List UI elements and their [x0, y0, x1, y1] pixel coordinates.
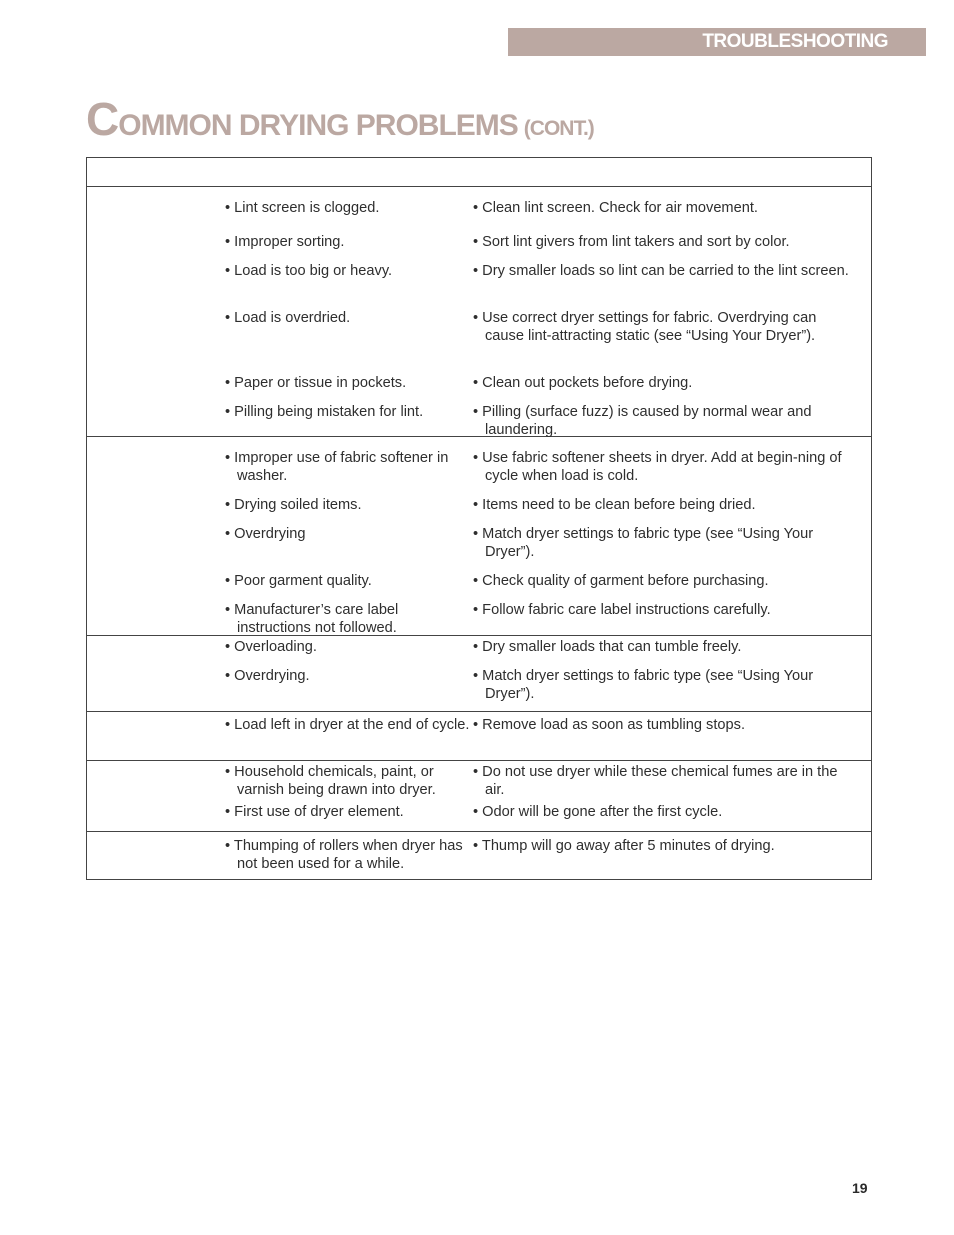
page-title: [86, 93, 594, 145]
problem-group: [87, 712, 871, 761]
solution-text: • Pilling (surface fuzz) is caused by normal wear and laundering.: [473, 404, 812, 438]
section-banner: [508, 28, 926, 56]
cause-text: • Paper or tissue in pockets.: [225, 375, 407, 391]
problem-group: [87, 832, 871, 883]
problem-group: [87, 636, 871, 712]
title-rest: OMMON DRYING PROBLEMS: [118, 109, 518, 142]
cause-text: • Manufacturer’s care label instructions not followed.: [225, 602, 399, 636]
troubleshooting-table: [86, 157, 872, 880]
title-first-letter: C: [86, 93, 119, 145]
section-label: TROUBLESHOOTING: [702, 31, 888, 52]
solution-text: • Clean lint screen. Check for air movement.: [473, 200, 758, 216]
solution-text: • Items need to be clean before being dried.: [473, 497, 756, 513]
cause-text: • Improper sorting.: [225, 234, 345, 250]
solution-text: • Sort lint givers from lint takers and sort by color.: [473, 234, 790, 250]
page-number: 19: [852, 1180, 868, 1196]
cause-text: • Load is overdried.: [225, 310, 351, 326]
cause-text: • Poor garment quality.: [225, 573, 372, 589]
solution-text: • Match dryer settings to fabric type (see “Using Your Dryer”).: [473, 668, 814, 702]
cause-text: • Overdrying: [225, 526, 306, 542]
cause-text: • Load left in dryer at the end of cycle.: [225, 717, 470, 733]
solution-text: • Check quality of garment before purchasing.: [473, 573, 769, 589]
cause-text: • Lint screen is clogged.: [225, 200, 380, 216]
solution-text: • Thump will go away after 5 minutes of drying.: [473, 838, 775, 854]
cause-text: • Household chemicals, paint, or varnish being drawn into dryer.: [225, 764, 436, 798]
problem-group: [87, 437, 871, 636]
table-header-row: [87, 158, 871, 187]
cause-text: • Overloading.: [225, 639, 317, 655]
title-suffix: (CONT.): [523, 117, 594, 140]
solution-text: • Use fabric softener sheets in dryer. Add at begin-ning of cycle when load is cold.: [473, 450, 842, 484]
cause-text: • Thumping of rollers when dryer has not been used for a while.: [225, 838, 463, 872]
table-body: [87, 187, 871, 883]
solution-text: • Clean out pockets before drying.: [473, 375, 693, 391]
problem-group: [87, 761, 871, 832]
cause-text: • Pilling being mistaken for lint.: [225, 404, 424, 420]
solution-text: • Dry smaller loads that can tumble freely.: [473, 639, 742, 655]
cause-text: • Improper use of fabric softener in washer.: [225, 450, 449, 484]
solution-text: • Dry smaller loads so lint can be carried to the lint screen.: [473, 263, 849, 279]
solution-text: • Odor will be gone after the first cycle.: [473, 804, 723, 820]
cause-text: • Drying soiled items.: [225, 497, 362, 513]
cause-text: • First use of dryer element.: [225, 804, 404, 820]
cause-text: • Overdrying.: [225, 668, 310, 684]
problem-group: [87, 187, 871, 437]
solution-text: • Follow fabric care label instructions carefully.: [473, 602, 771, 618]
solution-text: • Remove load as soon as tumbling stops.: [473, 717, 745, 733]
cause-text: • Load is too big or heavy.: [225, 263, 393, 279]
solution-text: • Match dryer settings to fabric type (see “Using Your Dryer”).: [473, 526, 814, 560]
solution-text: • Do not use dryer while these chemical fumes are in the air.: [473, 764, 838, 798]
solution-text: • Use correct dryer settings for fabric. Overdrying can cause lint-attracting static (see “Using Your Dryer”).: [473, 310, 817, 344]
